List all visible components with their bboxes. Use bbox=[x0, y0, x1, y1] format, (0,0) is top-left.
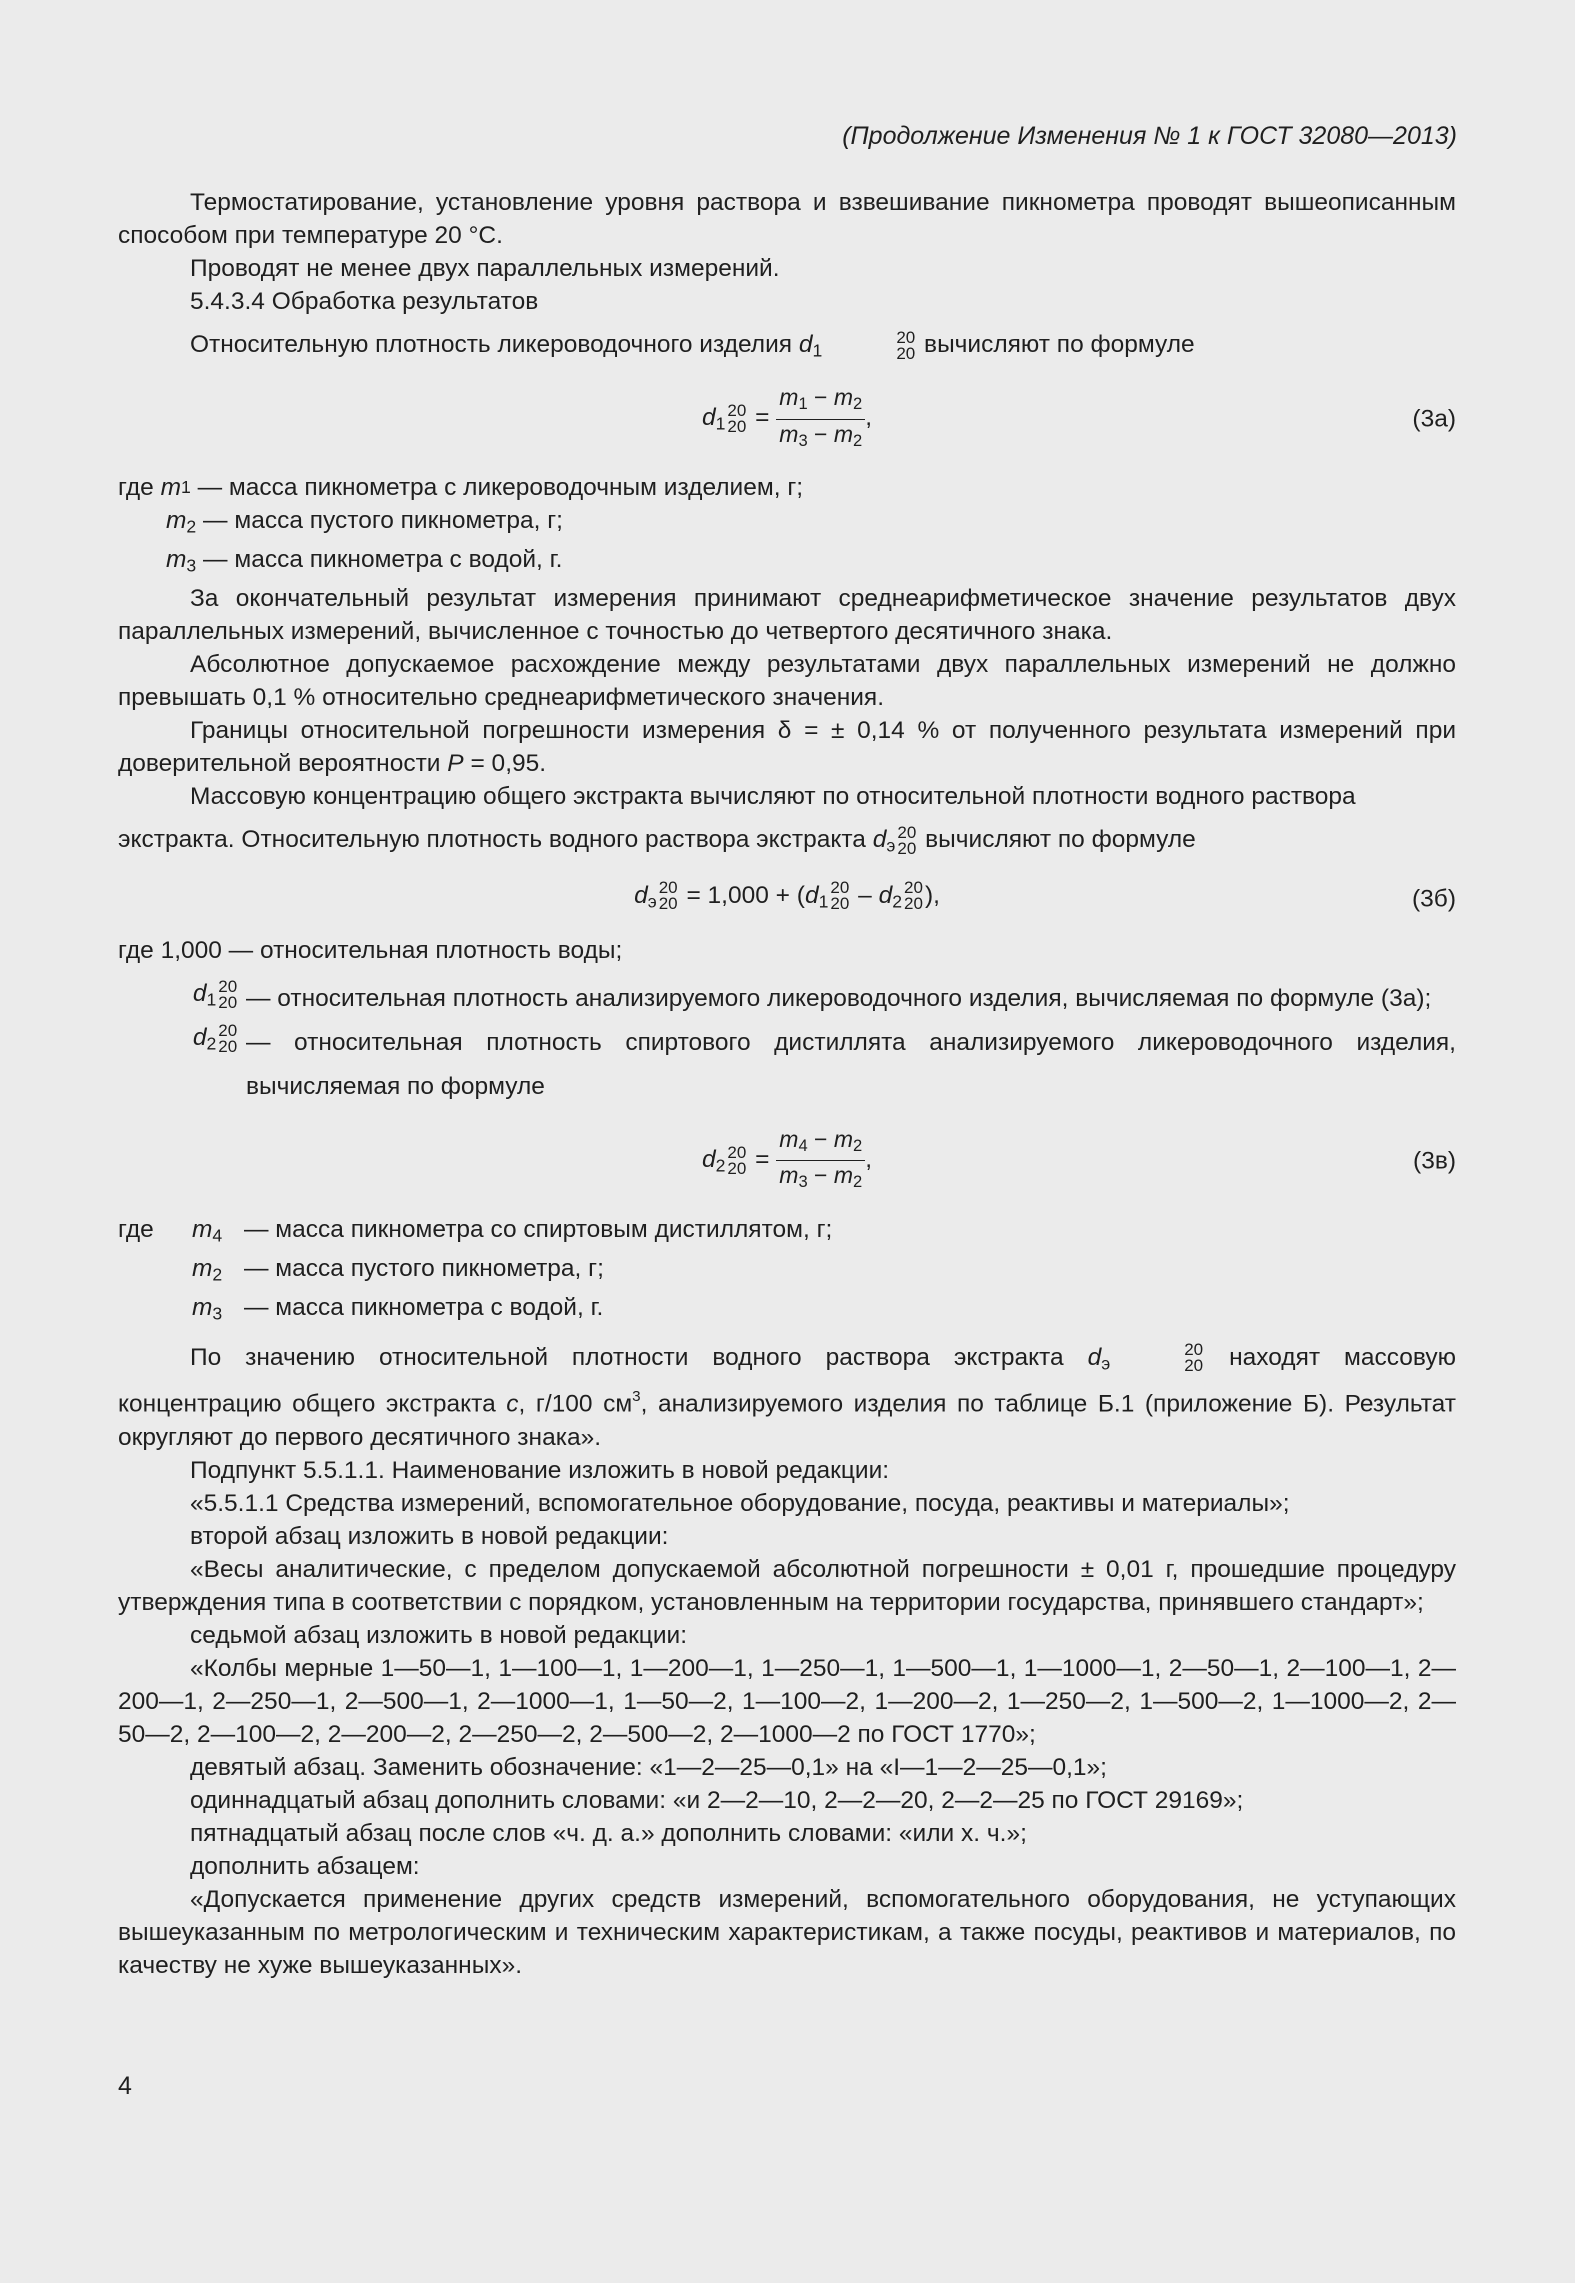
paragraph: Массовую концентрацию общего экстракта вычисляют по относительной плотности водного раствора bbox=[190, 783, 1356, 811]
paragraph: Проводят не менее двух параллельных измерений. bbox=[190, 255, 780, 282]
definition-row: где $m_4$ — масса пикнометра со спиртовым дистиллятом, г; bbox=[118, 1215, 833, 1245]
paragraph: «5.5.1.1 Средства измерений, вспомогательное оборудование, посуда, реактивы и материалы»; bbox=[190, 1489, 1290, 1517]
paragraph: Термостатирование, установление уровня раствора и взвешивание пикнометра проводят вышеописанным способом при температуре 20 °С. bbox=[118, 189, 1456, 249]
document-body bbox=[118, 186, 1456, 1982]
paragraph: пятнадцатый абзац после слов «ч. д. а.» дополнить словами: «или х. ч.»; bbox=[190, 1819, 1027, 1847]
paragraph: Подпункт 5.5.1.1. Наименование изложить в новой редакции: bbox=[190, 1456, 890, 1484]
paragraph: «Допускается применение других средств измерений, вспомогательного оборудования, не уступающих вышеуказанным по метрологическим и техническим характеристикам, а также посуды, реактивов и материалов, по качеству не хуже вышеуказанных». bbox=[118, 1885, 1456, 1979]
formula-number: (3в) bbox=[1413, 1147, 1456, 1175]
definition-row: $m_3$ — масса пикнометра с водой, г. bbox=[192, 1294, 604, 1324]
formula-3b: $d_э$ 20 20 = $1,000 + (d_1$ 20 20 – $d_2$ 20 20 ), (3б) bbox=[634, 878, 1456, 914]
paragraph: девятый абзац. Заменить обозначение: «1—2—25—0,1» на «I—1—2—25—0,1»; bbox=[190, 1753, 1107, 1781]
definition-row: $m_2$ — масса пустого пикнометра, г; bbox=[192, 1254, 604, 1285]
definition-row: $m_3$ — масса пикнометра с водой, г. bbox=[166, 546, 563, 576]
running-header: (Продолжение Изменения № 1 к ГОСТ 32080—2013) bbox=[842, 122, 1457, 150]
paragraph: Относительную плотность ликероводочного изделия $d_1$ 20 20 вычисляют по формуле bbox=[190, 327, 1195, 363]
formula-number: (3б) bbox=[1412, 885, 1456, 913]
definition-row: $d_1$ 20 20 — относительная плотность анализируемого ликероводочного изделия, вычисляемая по формуле (3а); bbox=[192, 976, 1432, 1013]
paragraph: Границы относительной погрешности измерения δ = ± 0,14 % от полученного результата измерений при доверительной вероятности P = 0,95. bbox=[118, 717, 1456, 778]
page-number: 4 bbox=[118, 2072, 132, 2100]
paragraph: «Колбы мерные 1—50—1, 1—100—1, 1—200—1, 1—250—1, 1—500—1, 1—1000—1, 2—50—1, 2—100—1, 2—200—1, 2—250—1, 2—500—1, 2—1000—1, 1—50—2, 1—100—2, 1—200—2, 1—250—2, 1—500—2, 1—1000—2, 2—50—2, 2—100—2, 2—200—2, 2—250—2, 2—500—2, 2—1000—2 по ГОСТ 1770»; bbox=[118, 1654, 1456, 1748]
formula-3a: $d_1$ 20 20 = $\frac{m_1 - m_2}{m_3 - m_2}$ , (3а) bbox=[701, 384, 1456, 450]
definition-row: $m_2$ — масса пустого пикнометра, г; bbox=[166, 506, 563, 537]
paragraph: одиннадцатый абзац дополнить словами: «и 2—2—10, 2—2—20, 2—2—25 по ГОСТ 29169»; bbox=[190, 1786, 1244, 1814]
paragraph: дополнить абзацем: bbox=[190, 1852, 420, 1880]
formula-number: (3а) bbox=[1412, 405, 1456, 433]
paragraph: седьмой абзац изложить в новой редакции: bbox=[190, 1621, 688, 1649]
section-heading: 5.4.3.4 Обработка результатов bbox=[190, 288, 539, 315]
paragraph: По значению относительной плотности водного раствора экстракта $d_э$ 20 20 находят массовую концентрацию общего экстракта c, г/100 $см^3$, анализируемого изделия по таблице Б.1 (приложение Б). Результат округляют до первого десятичного знака». bbox=[118, 1340, 1456, 1451]
definition-row: где 1,000 — относительная плотность воды; bbox=[118, 937, 623, 965]
paragraph: «Весы аналитические, с пределом допускаемой абсолютной погрешности ± 0,01 г, прошедшие процедуру утверждения типа в соответствии с порядком, установленным на территории государства, принявшего стандарт»; bbox=[118, 1555, 1456, 1616]
paragraph: экстракта. Относительную плотность водного раствора экстракта $d_э$ 20 20 вычисляют по формуле bbox=[118, 823, 1196, 858]
paragraph: Абсолютное допускаемое расхождение между результатами двух параллельных измерений не должно превышать 0,1 % относительно среднеарифметического значения. bbox=[118, 651, 1456, 712]
definition-row: $d_2$ 20 20 — относительная плотность спиртового дистиллята анализируемого ликероводочного изделия, вычисляемая по формуле bbox=[192, 1020, 1456, 1101]
definition-row: где m 1 — масса пикнометра с ликероводочным изделием, г; bbox=[118, 473, 804, 501]
paragraph: За окончательный результат измерения принимают среднеарифметическое значение результатов двух параллельных измерений, вычисленное с точностью до четвертого десятичного знака. bbox=[118, 585, 1456, 646]
paragraph: второй абзац изложить в новой редакции: bbox=[190, 1522, 669, 1550]
formula-3v: $d_2$ 20 20 = $\frac{m_4 - m_2}{m_3 - m_2}$ , (3в) bbox=[701, 1126, 1456, 1192]
